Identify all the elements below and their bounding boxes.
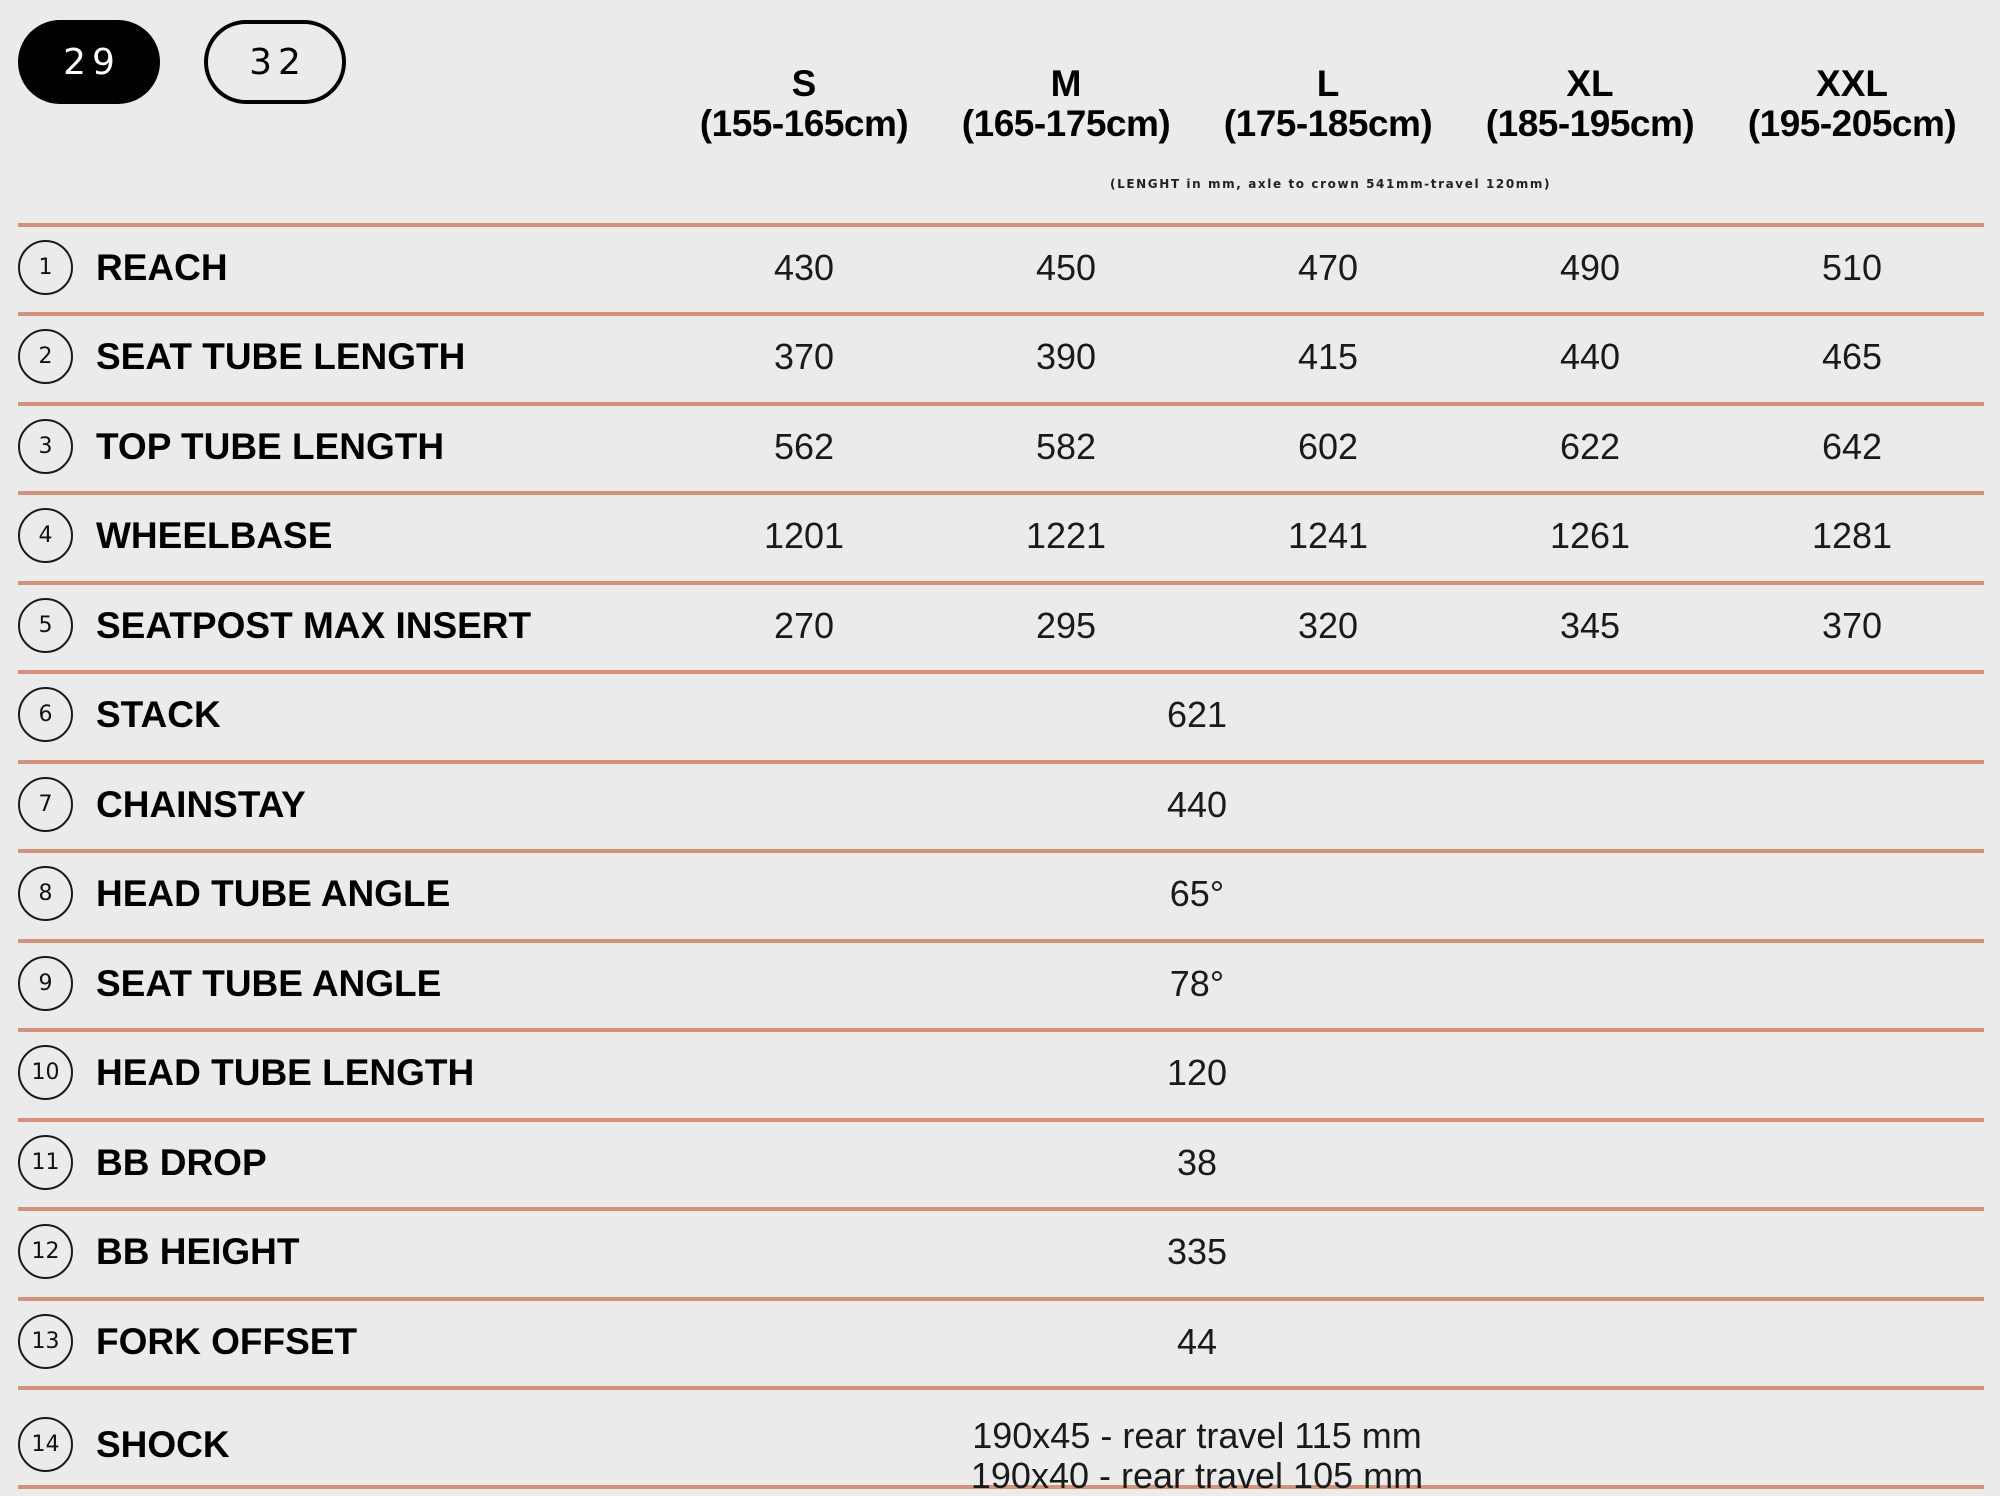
table-row-chainstay: [18, 762, 1984, 847]
row-label: TOP TUBE LENGTH: [96, 426, 445, 467]
size-range: (155-165cm): [699, 103, 909, 144]
row-number-badge: 12: [18, 1224, 73, 1279]
table-row-bb-drop: [18, 1120, 1984, 1205]
table-row-head-tube-length: [18, 1030, 1984, 1115]
size-header-xxl: [1721, 64, 1983, 144]
cell-value: 390: [1035, 336, 1097, 377]
row-label: HEAD TUBE LENGTH: [96, 1052, 475, 1093]
shock-options: [847, 1416, 1547, 1496]
cell-value: 1221: [1025, 515, 1107, 556]
row-label: SEAT TUBE LENGTH: [96, 336, 466, 377]
cell-value-all-sizes: 621: [1166, 694, 1228, 735]
cell-value-all-sizes: 78°: [1169, 963, 1225, 1004]
row-label: SEATPOST MAX INSERT: [96, 605, 532, 646]
size-name: L: [1316, 63, 1340, 104]
size-name: XXL: [1816, 63, 1888, 104]
cell-value: 415: [1297, 336, 1359, 377]
wheel-toggle-32[interactable]: 32: [204, 20, 346, 104]
row-number-badge: 11: [18, 1135, 73, 1190]
table-row-shock: [18, 1402, 1984, 1496]
cell-value-all-sizes: 38: [1176, 1142, 1218, 1183]
size-name: M: [1050, 63, 1082, 104]
table-row-seat-tube-angle: [18, 941, 1984, 1026]
size-range: (175-185cm): [1223, 103, 1433, 144]
cell-value: 370: [1821, 605, 1883, 646]
size-header-xl: [1459, 64, 1721, 144]
table-row-wheelbase: [18, 493, 1984, 578]
cell-value-all-sizes: 120: [1166, 1052, 1228, 1093]
row-divider: [18, 1386, 1984, 1390]
cell-value-all-sizes: 44: [1176, 1321, 1218, 1362]
table-row-reach: [18, 225, 1984, 310]
cell-value: 622: [1559, 426, 1621, 467]
cell-value: 430: [773, 247, 835, 288]
cell-value: 562: [773, 426, 835, 467]
cell-value: 270: [773, 605, 835, 646]
cell-value: 1261: [1549, 515, 1631, 556]
row-label: BB DROP: [96, 1142, 267, 1183]
table-row-head-tube-angle: [18, 851, 1984, 936]
size-name: XL: [1566, 63, 1614, 104]
row-label: SHOCK: [96, 1424, 230, 1465]
cell-value: 582: [1035, 426, 1097, 467]
cell-value: 1201: [763, 515, 845, 556]
size-range: (185-195cm): [1485, 103, 1695, 144]
cell-value: 295: [1035, 605, 1097, 646]
shock-option-1: 190x45 - rear travel 115 mm: [972, 1415, 1422, 1456]
row-number-badge: 6: [18, 687, 73, 742]
size-range: (195-205cm): [1747, 103, 1957, 144]
row-label: SEAT TUBE ANGLE: [96, 963, 442, 1004]
row-number-badge: 2: [18, 329, 73, 384]
row-number-badge: 7: [18, 777, 73, 832]
row-label: CHAINSTAY: [96, 784, 306, 825]
cell-value: 1241: [1287, 515, 1369, 556]
cell-value: 345: [1559, 605, 1621, 646]
cell-value: 642: [1821, 426, 1883, 467]
cell-value-all-sizes: 440: [1166, 784, 1228, 825]
row-number-badge: 1: [18, 240, 73, 295]
row-number-badge: 5: [18, 598, 73, 653]
table-row-bb-height: [18, 1209, 1984, 1294]
row-number-badge: 13: [18, 1314, 73, 1369]
size-range: (165-175cm): [961, 103, 1171, 144]
row-label: HEAD TUBE ANGLE: [96, 873, 451, 914]
cell-value-all-sizes: 65°: [1169, 873, 1225, 914]
cell-value: 1281: [1811, 515, 1893, 556]
shock-option-2: 190x40 - rear travel 105 mm: [970, 1455, 1424, 1496]
row-number-badge: 9: [18, 956, 73, 1011]
size-header-m: [935, 64, 1197, 144]
row-number-badge: 4: [18, 508, 73, 563]
row-number-badge: 14: [18, 1417, 73, 1472]
table-row-fork-offset: [18, 1299, 1984, 1384]
row-label: STACK: [96, 694, 221, 735]
table-row-top-tube-length: [18, 404, 1984, 489]
row-number-badge: 8: [18, 866, 73, 921]
row-number-badge: 3: [18, 419, 73, 474]
row-label: REACH: [96, 247, 228, 288]
size-header-l: [1197, 64, 1459, 144]
table-row-seat-tube-length: [18, 314, 1984, 399]
row-label: FORK OFFSET: [96, 1321, 358, 1362]
size-header-s: [673, 64, 935, 144]
size-name: S: [791, 63, 817, 104]
measurement-note: (LENGHT in mm, axle to crown 541mm-travel 120mm): [1110, 177, 1552, 191]
cell-value: 490: [1559, 247, 1621, 288]
cell-value: 440: [1559, 336, 1621, 377]
cell-value: 510: [1821, 247, 1883, 288]
cell-value: 320: [1297, 605, 1359, 646]
row-number-badge: 10: [18, 1045, 73, 1100]
cell-value: 465: [1821, 336, 1883, 377]
cell-value: 470: [1297, 247, 1359, 288]
table-row-stack: [18, 672, 1984, 757]
table-row-seatpost-max-insert: [18, 583, 1984, 668]
row-label: WHEELBASE: [96, 515, 333, 556]
cell-value: 450: [1035, 247, 1097, 288]
row-label: BB HEIGHT: [96, 1231, 300, 1272]
cell-value-all-sizes: 335: [1166, 1231, 1228, 1272]
wheel-toggle-29[interactable]: 29: [18, 20, 160, 104]
cell-value: 370: [773, 336, 835, 377]
cell-value: 602: [1297, 426, 1359, 467]
